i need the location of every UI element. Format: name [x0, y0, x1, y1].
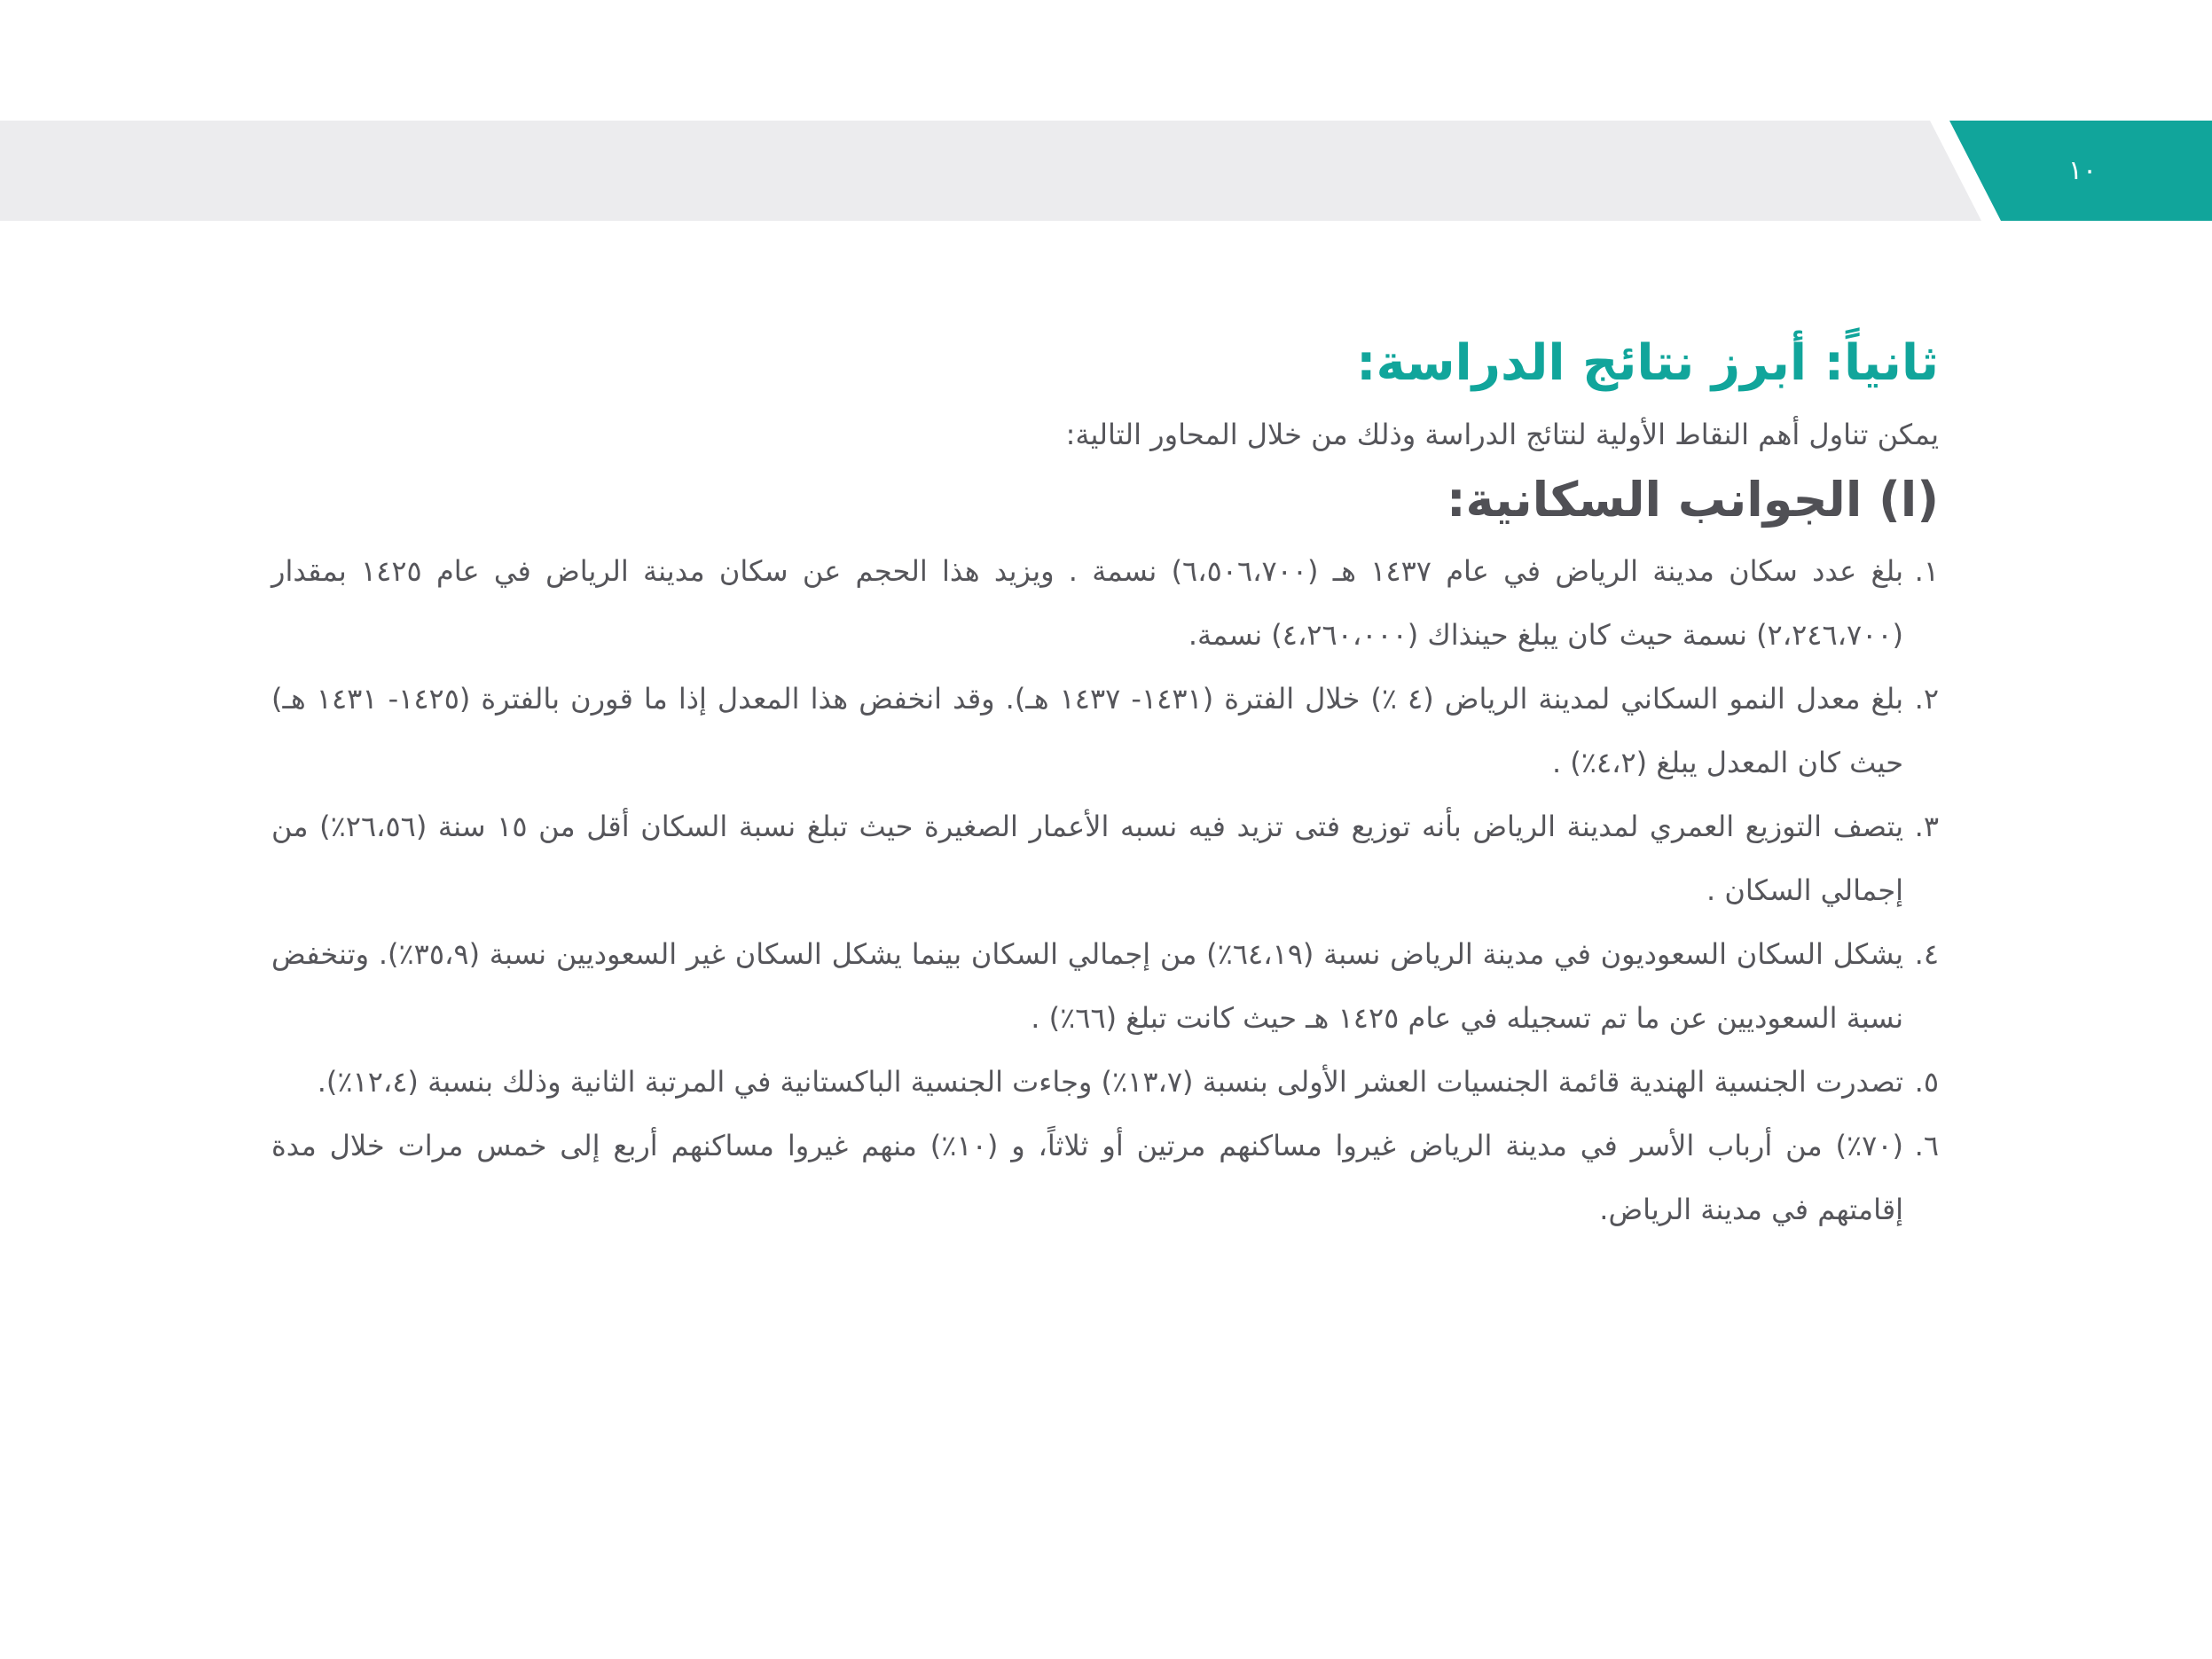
item-number: ٢. [1914, 682, 1939, 716]
header-band [0, 121, 2212, 221]
item-number: ١. [1914, 554, 1939, 588]
document-body [271, 319, 1939, 1241]
findings-list [271, 539, 1939, 1241]
item-number: ٣. [1914, 810, 1939, 843]
list-item [271, 922, 1939, 1050]
list-item [271, 667, 1939, 794]
subheading-population: (ا) الجوانب السكانية: [1446, 472, 1939, 528]
section-title: ثانياً: أبرز نتائج الدراسة: [1356, 334, 1939, 392]
item-text: بلغ معدل النمو السكاني لمدينة الرياض (٤ ٪) خلال الفترة (١٤٣١- ١٤٣٧ هـ). وقد انخفض هذا المعدل إذا ما قورن بالفترة (١٤٢٥- ١٤٣١ هـ) حيث كان المعدل يبلغ (٤،٢٪) . [271, 682, 1904, 779]
item-text: تصدرت الجنسية الهندية قائمة الجنسيات العشر الأولى بنسبة (١٣،٧٪) وجاءت الجنسية الباكستانية في المرتبة الثانية وذلك بنسبة (١٢،٤٪). [317, 1065, 1903, 1099]
item-number: ٤. [1914, 937, 1939, 971]
item-number: ٥. [1914, 1065, 1939, 1099]
intro-paragraph: يمكن تناول أهم النقاط الأولية لنتائج الدراسة وذلك من خلال المحاور التالية: [1065, 418, 1939, 451]
list-item [271, 539, 1939, 667]
item-text: بلغ عدد سكان مدينة الرياض في عام ١٤٣٧ هـ (٦،٥٠٦،٧٠٠) نسمة . ويزيد هذا الحجم عن سكان مدينة الرياض في عام ١٤٢٥ بمقدار (٢،٢٤٦،٧٠٠) نسمة حيث كان يبلغ حينذاك (٤،٢٦٠،٠٠٠) نسمة. [271, 554, 1904, 652]
item-number: ٦. [1914, 1129, 1939, 1162]
item-text: يشكل السكان السعوديون في مدينة الرياض نسبة (٦٤،١٩٪) من إجمالي السكان بينما يشكل السكان غير السعوديين نسبة (٣٥،٩٪). وتنخفض نسبة السعوديين عن ما تم تسجيله في عام ١٤٢٥ هـ حيث كانت تبلغ (٦٦٪) . [271, 937, 1904, 1035]
list-item [271, 794, 1939, 922]
item-text: (٧٠٪) من أرباب الأسر في مدينة الرياض غيروا مساكنهم مرتين أو ثلاثاً، و (١٠٪) منهم غيروا مساكنهم أربع إلى خمس مرات خلال مدة إقامتهم في مدينة الرياض. [271, 1129, 1903, 1226]
page-number: ١٠ [2067, 155, 2098, 186]
list-item [271, 1114, 1939, 1241]
list-item [271, 1050, 1939, 1114]
item-text: يتصف التوزيع العمري لمدينة الرياض بأنه توزيع فتى تزيد فيه نسبه الأعمار الصغيرة حيث تبلغ نسبة السكان أقل من ١٥ سنة (٢٦،٥٦٪) من إجمالي السكان . [271, 810, 1904, 907]
